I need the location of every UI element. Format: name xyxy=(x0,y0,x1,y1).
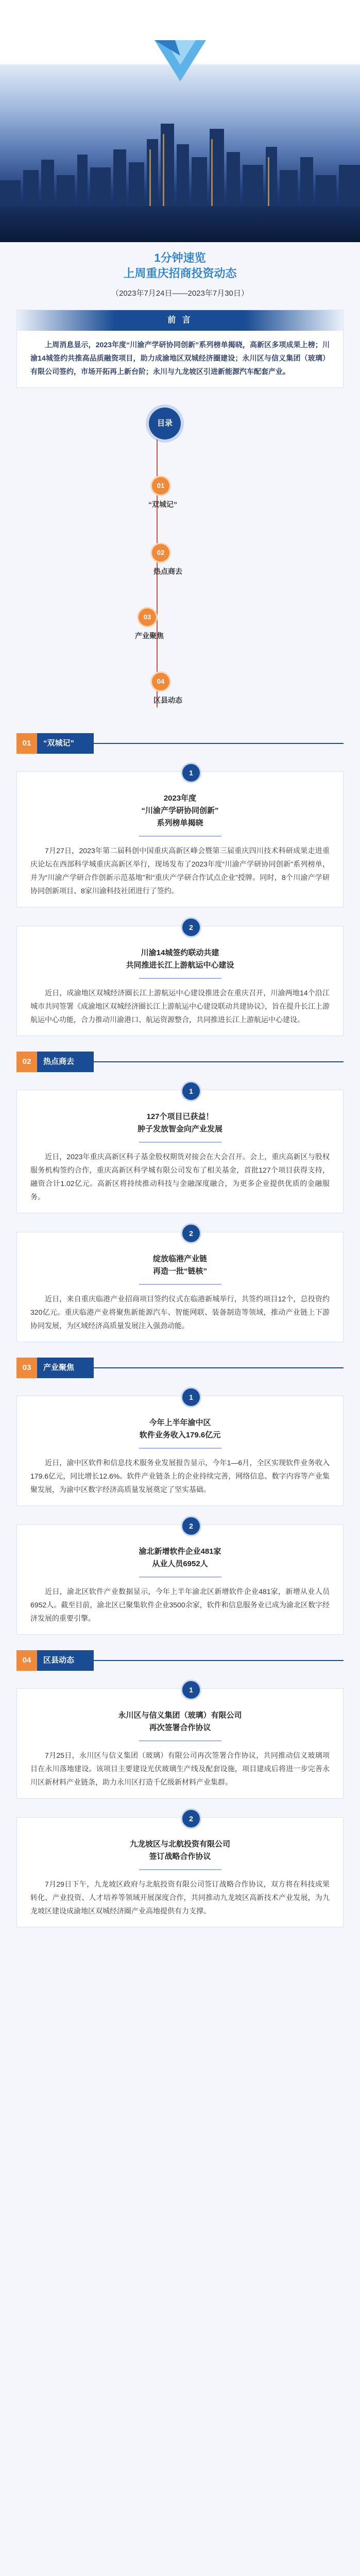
preface-text: 上周消息显示，2023年度“川渝产学研协同创新”系列榜单揭晓，高新区多项成果上榜；川渝14城签约共推高品质融资项目，助力成渝地区双城经济圈建设；永川区与信义集团（玻璃）有限公司签约，市场开拓再上新台阶；永川与九龙坡区引进新能源汽车配套产业。 xyxy=(30,341,330,376)
item-headline: 127个项目已获益！ 肿子发放智金向产业发展 xyxy=(137,1112,222,1133)
section-number: 03 xyxy=(16,1358,37,1378)
toc-item-4[interactable] xyxy=(150,671,182,705)
toc-item-3[interactable] xyxy=(137,607,164,641)
toc-item-label: 热点商去 xyxy=(153,567,182,575)
toc-item-number: 04 xyxy=(150,671,171,692)
toc-item-label: 产业聚焦 xyxy=(135,632,164,640)
item-number: 2 xyxy=(181,1516,201,1536)
item-number: 1 xyxy=(181,1387,201,1408)
item-headline: 渝北新增软件企业481家 从业人员6952人 xyxy=(139,1547,221,1568)
news-item xyxy=(16,923,344,1036)
item-headline: 2023年度 “川渝产学研协同创新” 系列榜单揭晓 xyxy=(141,794,219,827)
item-number: 1 xyxy=(181,1081,201,1101)
preface-card xyxy=(16,310,344,388)
item-body: 7月29日下午，九龙坡区政府与北航投资有限公司签订战略合作协议，双方将在科技成果转化、产业投资、人才培养等领域开展深度合作，共同推动九龙坡区高新技术产业发展，为九龙坡区建设成渝地区双城经济圈产业高地提供有力支撑。 xyxy=(30,1880,330,1915)
brand-logo-icon xyxy=(155,40,206,81)
section-title: 热点商去 xyxy=(43,1057,75,1066)
section-tag-3 xyxy=(16,1358,344,1380)
item-body: 近日，渝北区软件产业数据显示，今年上半年渝北区新增软件企业481家，新增从业人员6952人。截至目前，渝北区已聚集软件企业3500余家，软件和信息服务业已成为渝北区数字经济发展的重要引擎。 xyxy=(30,1587,330,1622)
section-title: “双城记” xyxy=(43,739,75,748)
hero-banner xyxy=(0,0,360,242)
item-number: 1 xyxy=(181,1680,201,1700)
toc-item-number: 03 xyxy=(137,607,158,628)
river-reflection xyxy=(0,206,360,242)
page-title-line2: 上周重庆招商投资动态 xyxy=(123,267,237,280)
item-headline: 今年上半年渝中区 软件业务收入179.6亿元 xyxy=(139,1418,221,1439)
item-body: 近日，成渝地区双城经济圈长江上游航运中心建设推进会在重庆召开，川渝两地14个沿江城市共同签署《成渝地区双城经济圈长江上游航运中心建设联动共建协议》，旨在提升长江上游航运中心功能，合力推动川渝港口、航运资源整合，共同推进长江上游航运中心建设。 xyxy=(30,989,330,1024)
toc-item-2[interactable] xyxy=(150,543,182,577)
item-number: 2 xyxy=(181,1223,201,1244)
news-item xyxy=(16,1087,344,1213)
city-skyline-icon xyxy=(0,108,360,222)
item-headline: 川渝14城签约联动共建 共同推进长江上游航运中心建设 xyxy=(126,948,234,970)
title-block xyxy=(0,242,360,302)
news-item xyxy=(16,1524,344,1635)
news-item xyxy=(16,1229,344,1342)
section-tag-1 xyxy=(16,733,344,756)
date-range: （2023年7月24日——2023年7月30日） xyxy=(111,289,249,298)
news-item xyxy=(16,771,344,907)
section-title: 区县动态 xyxy=(43,1656,75,1665)
preface-heading: 前 言 xyxy=(17,310,343,331)
section-number: 04 xyxy=(16,1650,37,1671)
toc-item-label: “双城记” xyxy=(148,500,177,509)
item-number: 1 xyxy=(181,762,201,783)
toc-item-1[interactable] xyxy=(150,476,177,510)
item-body: 近日，渝中区软件和信息技术服务业发展报告显示，今年1—6月，全区实现软件业务收入179.6亿元，同比增长12.6%。软件产业链条上的企业持续完善，网络信息、数字内容等产业集聚发展，为渝中区数字经济高质量发展奠定了坚实基础。 xyxy=(30,1459,330,1494)
section-number: 02 xyxy=(16,1052,37,1072)
table-of-contents xyxy=(0,403,360,718)
item-headline: 永川区与信义集团（玻璃）有限公司 再次签署合作协议 xyxy=(118,1711,242,1732)
toc-item-number: 02 xyxy=(150,543,171,563)
item-body: 7月25日，永川区与信义集团（玻璃）有限公司再次签署合作协议，共同推动信义玻璃项目在永川落地建设。该项目主要建设光伏玻璃生产线及配套设施，项目建成后将进一步完善永川区新材料产业链条，助力永川区打造千亿级新材料产业集群。 xyxy=(30,1751,330,1786)
item-number: 2 xyxy=(181,1808,201,1829)
item-headline: 绽放临港产业链 再造一批“链核” xyxy=(152,1255,207,1276)
item-body: 7月27日，2023年第二届科创中国重庆高新区峰会暨第三届重庆四川技术科研成果走进重庆论坛在西部科学城重庆高新区举行，现场发布了2023年度“川渝产学研协同创新”系列榜单，并为“川渝产学研合作创新示范基地”和“重庆产学研合作试点企业”授牌。同时，8个川渝产学研协同创新项目、8家川渝科技社团进行了签约。 xyxy=(30,846,330,895)
item-headline: 九龙坡区与北航投资有限公司 签订战略合作协议 xyxy=(129,1840,230,1861)
section-tag-2 xyxy=(16,1052,344,1074)
section-number: 01 xyxy=(16,733,37,754)
item-body: 近日，来自重庆临港产业招商项目签约仪式在临港新城举行，共签约项目12个，总投资约320亿元。重庆临港产业将聚焦新能源汽车、智能网联、装备制造等领域，推动产业链上下游协同发展，为区域经济高质量发展注入强劲动能。 xyxy=(30,1295,330,1330)
item-body: 近日，2023年重庆高新区科子基金股权期货对接会在大会召开。会上，重庆高新区与股权服务机构签约合作，重庆高新区科学城有限公司发布了相关基金，首批127个项目获得支持，融资合计1.02亿元。高新区将持续推动科技与金融深度融合，为更多企业提供优质的金融服务。 xyxy=(30,1153,330,1201)
toc-badge: 目录 xyxy=(149,408,181,439)
toc-item-number: 01 xyxy=(150,476,171,496)
item-number: 2 xyxy=(181,917,201,938)
news-item xyxy=(16,1393,344,1506)
section-tag-4 xyxy=(16,1650,344,1673)
page-title-line1: 1分钟速览 xyxy=(154,251,206,264)
section-title: 产业聚焦 xyxy=(43,1363,75,1372)
news-item xyxy=(16,1688,344,1799)
news-item xyxy=(16,1817,344,1927)
toc-item-label: 区县动态 xyxy=(153,696,182,704)
